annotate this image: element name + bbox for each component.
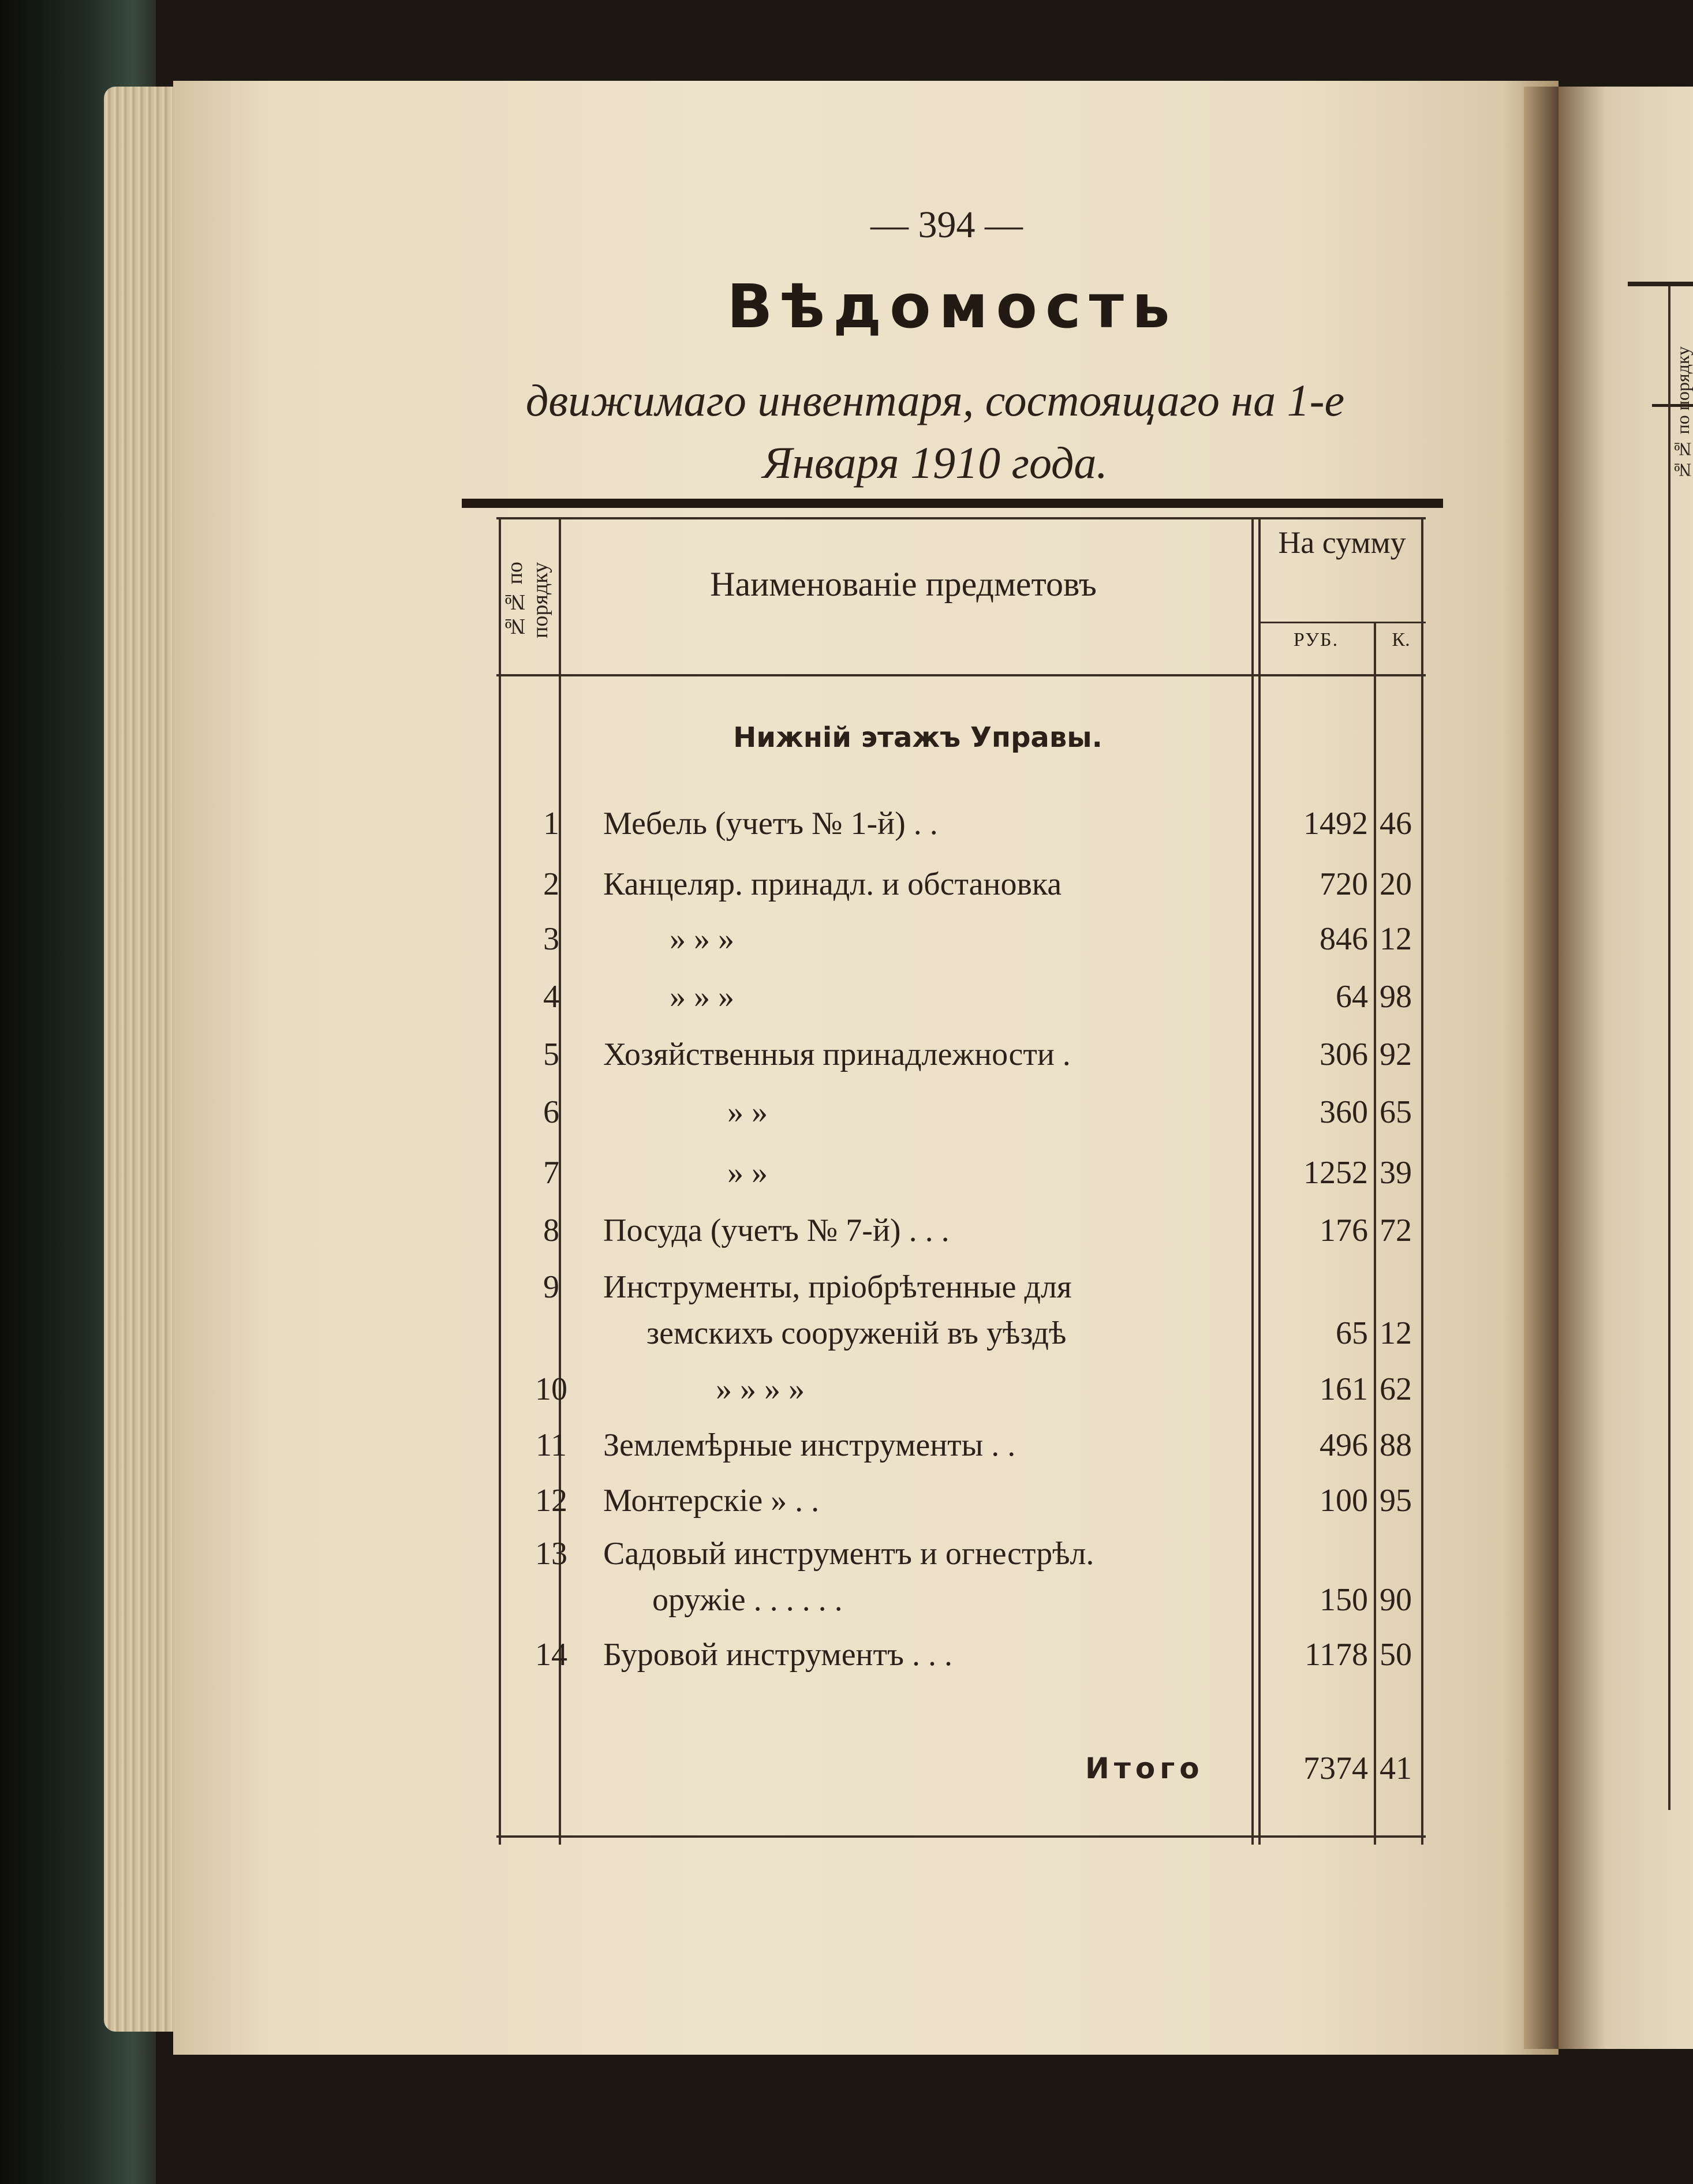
page-title: Вѣдомость	[727, 271, 1178, 342]
page-number: — 394 —	[870, 204, 1023, 246]
sum-column-header: На сумму	[1278, 525, 1406, 560]
row-rubles: 65	[1336, 1315, 1368, 1351]
name-column-header: Наименованіе предметовъ	[710, 565, 1097, 603]
row-description-continued: земскихъ сооруженій въ уѣздѣ	[646, 1315, 1067, 1351]
row-rubles: 720	[1320, 866, 1368, 902]
row-rubles: 846	[1320, 921, 1368, 957]
row-number: 10	[535, 1371, 567, 1407]
row-rubles: 1178	[1305, 1637, 1368, 1673]
row-rubles: 1252	[1303, 1155, 1368, 1191]
row-number: 11	[536, 1427, 567, 1463]
row-description-continued: оружіе . . . . . .	[652, 1582, 843, 1618]
row-description: Посуда (учетъ № 7-й) . . .	[603, 1213, 950, 1248]
row-rubles: 100	[1320, 1483, 1368, 1519]
row-description: Садовый инструментъ и огнестрѣл.	[603, 1536, 1094, 1572]
number-column-header: №№ по порядку	[503, 562, 552, 639]
row-description: Буровой инструментъ . . .	[603, 1637, 952, 1673]
row-number: 9	[543, 1269, 559, 1305]
row-description: » » »	[670, 979, 734, 1015]
row-description: » »	[727, 1094, 768, 1130]
row-kopecks: 92	[1380, 1037, 1412, 1072]
row-number: 2	[543, 866, 559, 902]
table-top-rule-thin	[496, 517, 1426, 519]
row-rubles: 360	[1320, 1094, 1368, 1130]
row-rubles: 64	[1336, 979, 1368, 1015]
row-rubles: 1492	[1303, 806, 1368, 842]
total-kopecks: 41	[1380, 1751, 1412, 1786]
row-kopecks: 46	[1380, 806, 1412, 842]
row-description: Инструменты, пріобрѣтенные для	[603, 1269, 1072, 1305]
row-description: » »	[727, 1155, 768, 1191]
row-rubles: 306	[1320, 1037, 1368, 1072]
row-description: Хозяйственныя принадлежности .	[603, 1037, 1071, 1072]
row-rubles: 496	[1320, 1427, 1368, 1463]
rubles-subheader: РУБ.	[1293, 629, 1339, 650]
kopeck-column-divider	[1374, 622, 1376, 1845]
row-number: 4	[543, 979, 559, 1015]
table-bottom-rule	[496, 1835, 1426, 1838]
row-number: 7	[543, 1155, 559, 1191]
facing-page-rule	[1628, 282, 1693, 286]
total-label: Итого	[1085, 1752, 1204, 1785]
table-row	[496, 1269, 1426, 1361]
row-description: » » » »	[716, 1371, 805, 1407]
row-kopecks: 65	[1380, 1094, 1412, 1130]
row-kopecks: 90	[1380, 1582, 1412, 1618]
row-number: 3	[543, 921, 559, 957]
row-rubles: 176	[1320, 1213, 1368, 1248]
row-description: » » »	[670, 921, 734, 957]
facing-page-column-line	[1668, 286, 1670, 1810]
row-kopecks: 20	[1380, 866, 1412, 902]
row-number: 6	[543, 1094, 559, 1130]
page-subtitle: движимаго инвентаря, состоящаго на 1-е Января 1910 года.	[525, 375, 1345, 488]
row-number: 12	[535, 1483, 567, 1519]
sum-subheader-rule	[1258, 622, 1426, 623]
row-kopecks: 12	[1380, 921, 1412, 957]
facing-page-number-header: №№ по порядку	[1672, 346, 1693, 481]
kopecks-subheader: К.	[1392, 629, 1410, 650]
row-kopecks: 72	[1380, 1213, 1412, 1248]
table-header-rule	[496, 674, 1426, 676]
row-description: Мебель (учетъ № 1-й) . .	[603, 806, 938, 842]
row-description: Канцеляр. принадл. и обстановка	[603, 866, 1062, 902]
row-number: 13	[535, 1536, 567, 1572]
row-description: Землемѣрные инструменты . .	[603, 1427, 1016, 1463]
row-rubles: 161	[1320, 1371, 1368, 1407]
row-kopecks: 62	[1380, 1371, 1412, 1407]
table-row	[496, 1535, 1426, 1633]
row-kopecks: 39	[1380, 1155, 1412, 1191]
row-number: 1	[543, 806, 559, 842]
row-number: 8	[543, 1213, 559, 1248]
row-kopecks: 50	[1380, 1637, 1412, 1673]
table-left-border	[499, 517, 501, 1845]
row-description: Монтерскіе » . .	[603, 1483, 820, 1519]
row-kopecks: 95	[1380, 1483, 1412, 1519]
table-top-rule	[462, 499, 1443, 508]
section-heading: Нижній этажъ Управы.	[733, 721, 1102, 754]
row-kopecks: 88	[1380, 1427, 1412, 1463]
row-number: 14	[535, 1637, 567, 1673]
row-kopecks: 98	[1380, 979, 1412, 1015]
row-number: 5	[543, 1037, 559, 1072]
row-kopecks: 12	[1380, 1315, 1412, 1351]
total-rubles: 7374	[1303, 1751, 1368, 1786]
row-rubles: 150	[1320, 1582, 1368, 1618]
